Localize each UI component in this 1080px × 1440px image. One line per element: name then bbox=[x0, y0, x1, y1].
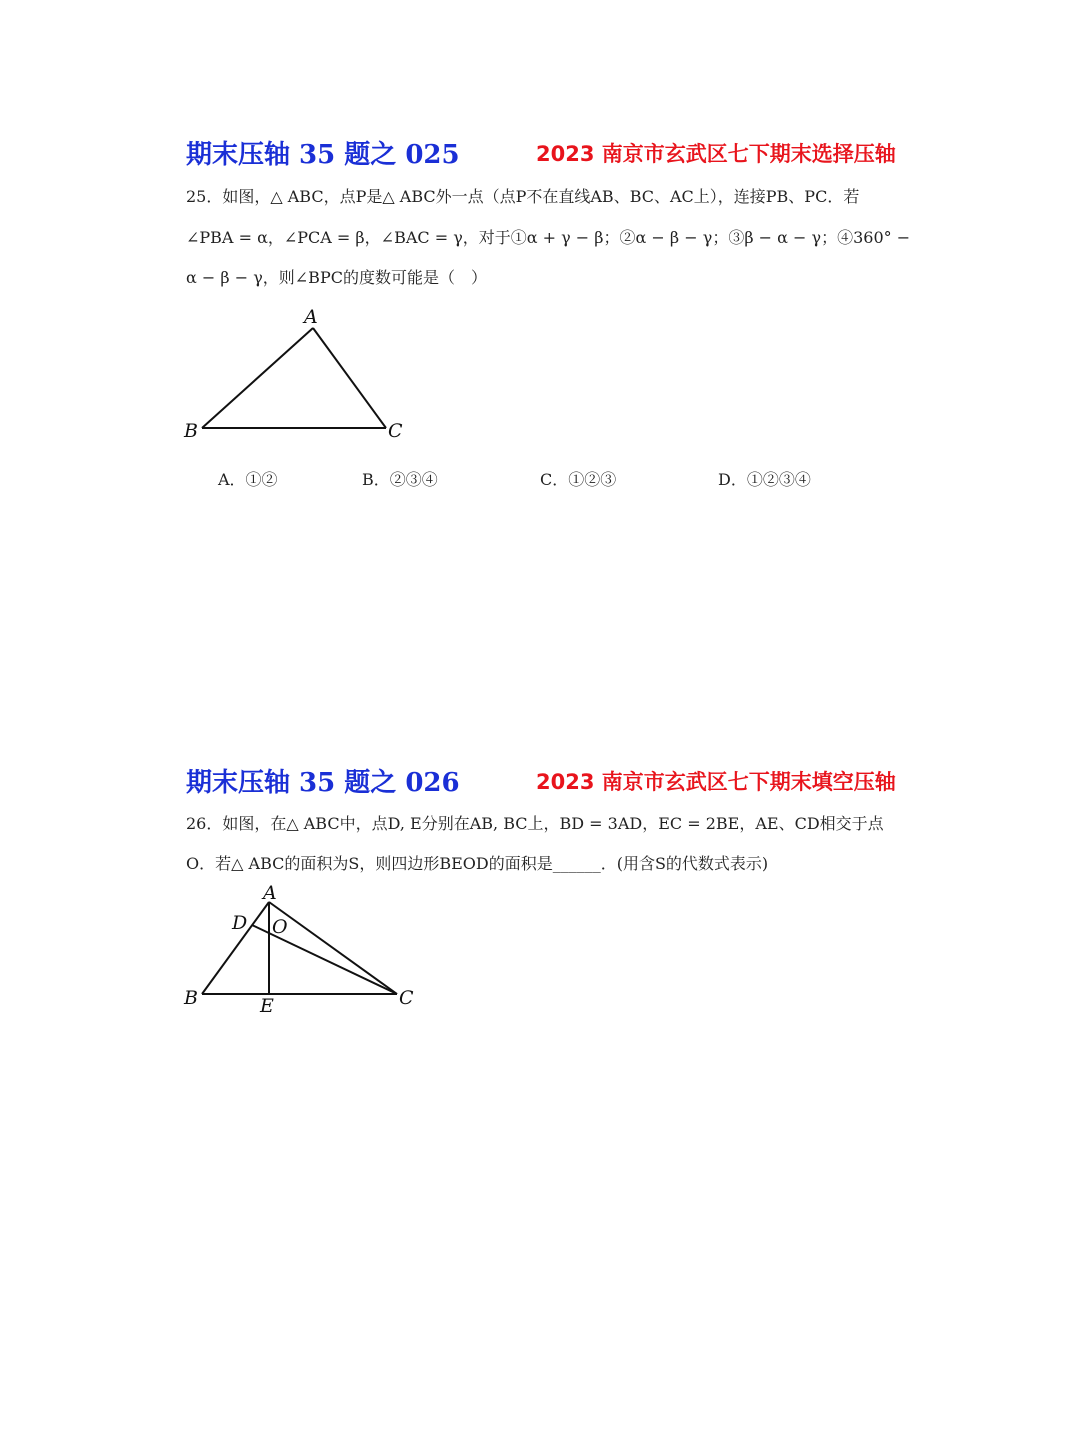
q25-text-line-3: α − β − γ，则∠BPC的度数可能是（ ） bbox=[186, 268, 487, 287]
q26-source-title: 2023 南京市玄武区七下期末填空压轴 bbox=[536, 770, 896, 794]
q26-label-o: O bbox=[272, 916, 288, 938]
q26-edge-ca bbox=[269, 902, 397, 994]
q25-source-title: 2023 南京市玄武区七下期末选择压轴 bbox=[536, 142, 896, 166]
q26-label-b: B bbox=[184, 987, 198, 1009]
q25-label-b: B bbox=[184, 420, 198, 442]
q25-option-d[interactable]: D．①②③④ bbox=[718, 470, 811, 489]
q26-label-c: C bbox=[399, 987, 414, 1009]
q25-option-a[interactable]: A．①② bbox=[218, 470, 278, 489]
q26-text-line-1: 26．如图，在△ ABC中，点D, E分别在AB, BC上，BD = 3AD，EC = 2BE，AE、CD相交于点 bbox=[186, 814, 884, 833]
q25-label-a: A bbox=[304, 306, 318, 328]
q26-series-title: 期末压轴 35 题之 026 bbox=[186, 768, 460, 798]
q26-text-line-2: O．若△ ABC的面积为S，则四边形BEOD的面积是______．(用含S的代数式表示) bbox=[186, 854, 769, 873]
q25-option-c[interactable]: C．①②③ bbox=[540, 470, 617, 489]
q25-text-line-2: ∠PBA = α，∠PCA = β，∠BAC = γ，对于①α + γ − β；②α − β − γ；③β − α − γ；④360° − bbox=[186, 228, 911, 247]
q26-label-e: E bbox=[260, 995, 274, 1017]
q25-label-c: C bbox=[388, 420, 403, 442]
q25-text-line-1: 25．如图，△ ABC，点P是△ ABC外一点（点P不在直线AB、BC、AC上），连接PB、PC．若 bbox=[186, 187, 860, 206]
q26-label-d: D bbox=[232, 912, 248, 934]
q26-label-a: A bbox=[263, 882, 277, 904]
q25-option-b[interactable]: B．②③④ bbox=[362, 470, 438, 489]
q25-series-title: 期末压轴 35 题之 025 bbox=[186, 140, 460, 170]
